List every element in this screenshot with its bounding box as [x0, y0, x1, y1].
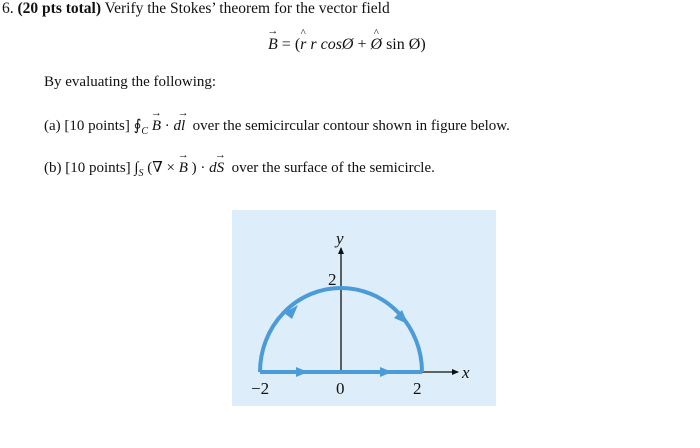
- part-b-label: (b) [10 points]: [44, 160, 131, 176]
- semicircle-figure: [232, 210, 496, 406]
- part-b-d: d: [209, 160, 217, 176]
- x-tick-0: 0: [336, 379, 345, 398]
- y-axis-label: y: [336, 229, 344, 248]
- y-tick-2: 2: [328, 270, 337, 289]
- x-axis-label: x: [462, 363, 470, 382]
- points-total: (20 pts total): [17, 0, 102, 17]
- x-tick-minus-2: −2: [251, 379, 270, 398]
- r-hat-unit: ^ r: [300, 36, 306, 54]
- part-a-text: over the semicircular contour shown in figure below.: [192, 118, 510, 134]
- term-azimuthal: sin Ø: [386, 36, 421, 53]
- intro-text: By evaluating the following:: [44, 74, 217, 90]
- field-symbol: → B: [268, 36, 278, 54]
- surface-subscript: S: [138, 168, 144, 179]
- x-tick-2: 2: [413, 379, 422, 398]
- problem-number: 6.: [2, 0, 14, 17]
- curl-open: (∇ ×: [147, 160, 175, 176]
- part-b-dot: ·: [200, 160, 206, 176]
- part-b: [44, 158, 435, 179]
- phi-hat-unit: ^ Ø: [371, 36, 383, 54]
- part-a-label: (a) [10 points]: [44, 118, 130, 134]
- paren-close: ): [420, 36, 426, 53]
- curl-close: ): [191, 160, 197, 176]
- contour-integral-symbol: ∮: [133, 118, 142, 134]
- part-b-vector: → B: [179, 160, 188, 177]
- diameter-arrow-right-icon: [380, 367, 392, 377]
- paren-open: (: [294, 36, 301, 53]
- semicircle-diagram: [232, 210, 496, 406]
- contour-subscript: C: [141, 126, 149, 137]
- part-a: [44, 116, 510, 137]
- plus-sign: +: [357, 36, 367, 53]
- problem-instruction: Verify the Stokes’ theorem for the vector field: [104, 0, 390, 17]
- problem-heading: [2, 0, 390, 18]
- part-a-dot: ·: [164, 118, 170, 134]
- diameter-arrow-left-icon: [296, 367, 308, 377]
- term-radial: r cosØ: [310, 36, 354, 53]
- equals-sign: =: [281, 36, 291, 53]
- part-b-text: over the surface of the semicircle.: [231, 160, 435, 176]
- part-a-vector: → B: [152, 118, 161, 135]
- surface-integral-symbol: ∫: [134, 160, 139, 176]
- vector-field-equation: [268, 36, 426, 54]
- line-element: → l: [181, 118, 185, 135]
- surface-element: → S: [217, 160, 225, 177]
- part-a-d: d: [173, 118, 181, 134]
